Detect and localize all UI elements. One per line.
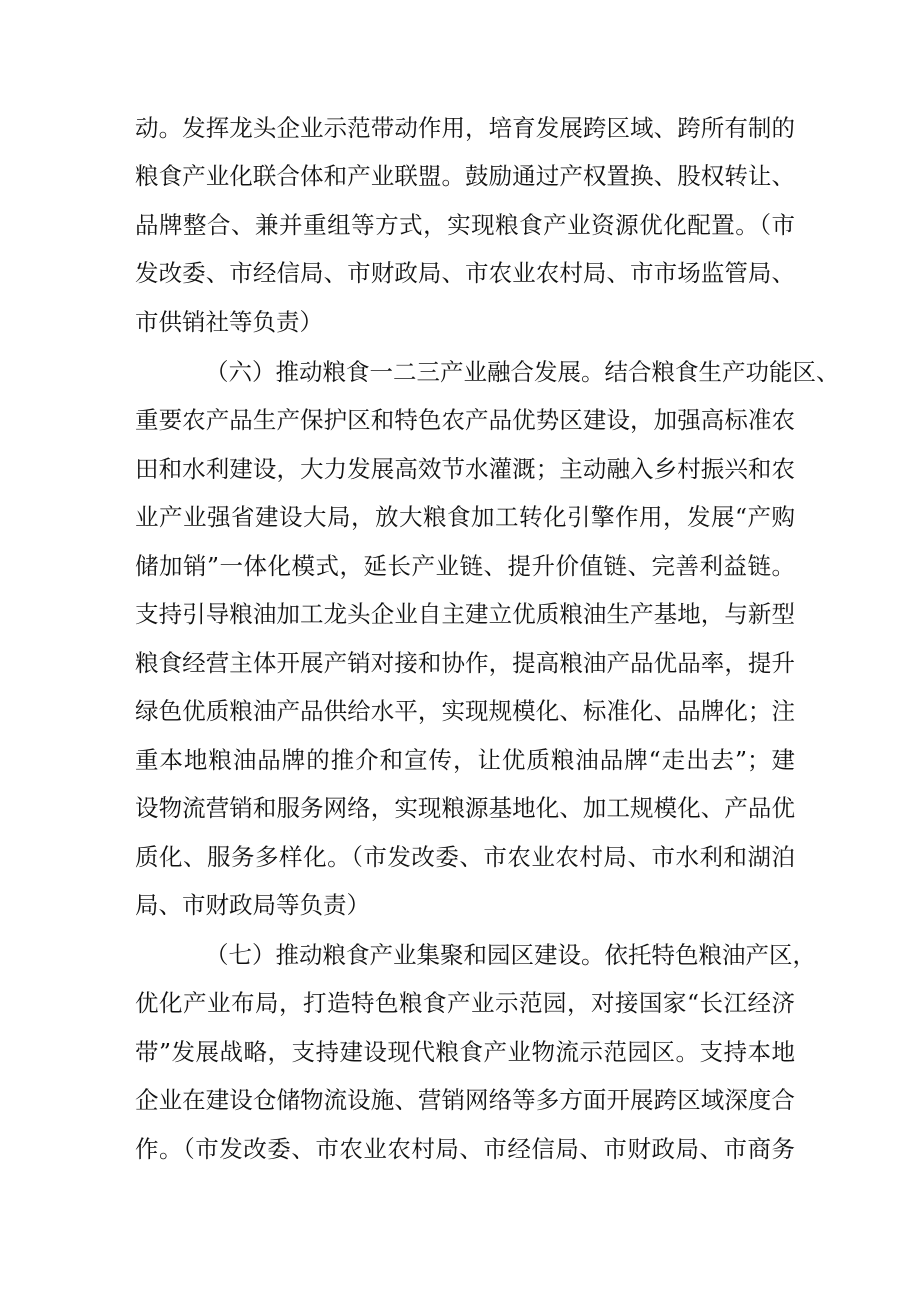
text-line-9: 业产业强省建设大局，放大粮食加工转化引擎作用，发展“产购: [135, 503, 795, 531]
text-line-1: 动。发挥龙头企业示范带动作用，培育发展跨区域、跨所有制的: [135, 114, 795, 142]
text-line-14: 重本地粮油品牌的推介和宣传，让优质粮油品牌“走出去”；建: [135, 746, 795, 774]
text-line-15: 设物流营销和服务网络，实现粮源基地化、加工规模化、产品优: [135, 794, 795, 822]
text-line-4: 发改委、市经信局、市财政局、市农业农村局、市市场监管局、: [135, 259, 795, 287]
text-line-19: 优化产业布局，打造特色粮食产业示范园，对接国家“长江经济: [135, 989, 795, 1017]
text-line-21: 企业在建设仓储物流设施、营销网络等多方面开展跨区域深度合: [135, 1086, 795, 1114]
text-line-11: 支持引导粮油加工龙头企业自主建立优质粮油生产基地，与新型: [135, 600, 795, 628]
section-7-heading-line: （七）推动粮食产业集聚和园区建设。依托特色粮油产区，: [205, 941, 816, 969]
text-line-12: 粮食经营主体开展产销对接和协作，提高粮油产品优品率，提升: [135, 649, 795, 677]
text-line-8: 田和水利建设，大力发展高效节水灌溉；主动融入乡村振兴和农: [135, 455, 795, 483]
section-6-heading-line: （六）推动粮食一二三产业融合发展。结合粮食生产功能区、: [205, 358, 840, 386]
text-line-20: 带”发展战略，支持建设现代粮食产业物流示范园区。支持本地: [135, 1038, 795, 1066]
text-line-5: 市供销社等负责）: [135, 308, 323, 336]
text-line-10: 储加销”一体化模式，延长产业链、提升价值链、完善利益链。: [135, 552, 795, 580]
text-line-3: 品牌整合、兼并重组等方式，实现粮食产业资源优化配置。（市: [135, 211, 795, 239]
text-line-2: 粮食产业化联合体和产业联盟。鼓励通过产权置换、股权转让、: [135, 162, 795, 190]
text-line-13: 绿色优质粮油产品供给水平，实现规模化、标准化、品牌化；注: [135, 697, 795, 725]
text-line-16: 质化、服务多样化。（市发改委、市农业农村局、市水利和湖泊: [135, 843, 795, 871]
text-line-17: 局、市财政局等负责）: [135, 891, 370, 919]
text-line-22: 作。（市发改委、市农业农村局、市经信局、市财政局、市商务: [135, 1135, 795, 1163]
text-line-7: 重要农产品生产保护区和特色农产品优势区建设，加强高标准农: [135, 406, 795, 434]
